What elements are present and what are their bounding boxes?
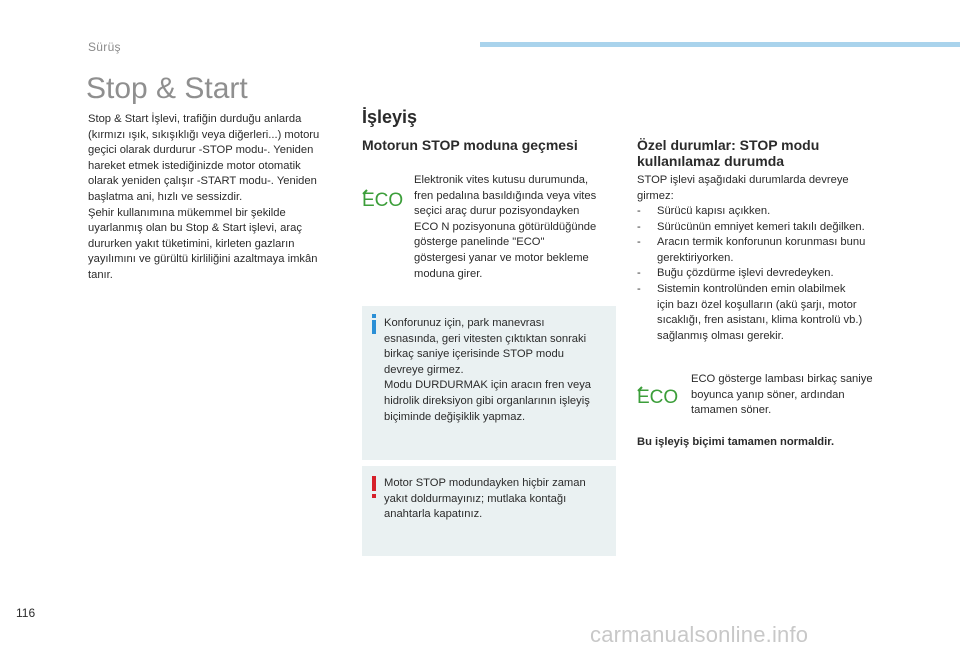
watermark: carmanualsonline.info xyxy=(590,622,809,647)
special-cases-list xyxy=(637,204,897,344)
list-item: - Sürücü kapısı açıkken. xyxy=(637,205,771,217)
list-item: - Buğu çözdürme işlevi devredeyken. xyxy=(637,267,834,280)
svg-text:ECO: ECO xyxy=(637,387,679,407)
operation-heading: İşleyiş xyxy=(362,107,418,127)
special-cases-heading: Özel durumlar: STOP modu kullanılamaz durumda xyxy=(637,137,820,169)
warning-box-text: Motor STOP modundayken hiçbir zaman yakıt doldurmayınız; mutlaka kontağı anahtarla kapatınız. xyxy=(384,477,586,521)
info-icon xyxy=(370,314,378,334)
list-item: - Sürücünün emniyet kemeri takılı değilken. xyxy=(637,220,865,233)
special-cases-intro: STOP işlevi aşağıdaki durumlarda devreye girmez: xyxy=(637,174,849,202)
eco-icon xyxy=(636,385,682,407)
info-box-text: Konforunuz için, park manevrası esnasında, geri vitesten çıktıktan sonraki birkaç saniye içerisinde STOP modu devreye girmez. Modu DURDURMAK için aracın fren veya hidrolik direksiyon gibi organlarının işleyiş biçiminde değişiklik yapmaz. xyxy=(384,317,592,423)
stop-mode-text: Elektronik vites kutusu durumunda, fren pedalına basıldığında veya vites seçici araç durur pozisyondayken ECO N pozisyonuna götürüldüğünde gösterge panelinde "ECO" göstergesi yanar ve motor bekleme moduna girer. xyxy=(414,174,597,280)
warning-box xyxy=(362,466,616,556)
section-label: Sürüş xyxy=(88,40,121,54)
header-accent-bar xyxy=(480,42,960,47)
list-item: - Aracın termik konforunun korunması bunu gerektiriyorken. xyxy=(637,236,866,264)
eco-blinking-text: ECO gösterge lambası birkaç saniye boyunca yanıp söner, ardından tamamen söner. xyxy=(691,373,873,417)
svg-text:ECO: ECO xyxy=(362,190,404,210)
list-item: - Sistemin kontrolünden emin olabilmek için bazı özel koşulların (akü şarjı, motor sıcaklığı, fren asistanı, klima kontrolü vb.) sağlanmış olması gerekir. xyxy=(637,282,863,342)
eco-indicator xyxy=(361,188,407,215)
stop-mode-heading: Motorun STOP moduna geçmesi xyxy=(362,137,578,153)
warning-icon xyxy=(370,476,378,498)
info-box xyxy=(362,306,616,460)
eco-icon xyxy=(361,188,407,210)
eco-indicator-blinking xyxy=(636,385,682,412)
page-title: Stop & Start xyxy=(86,72,248,105)
intro-paragraph: Stop & Start İşlevi, trafiğin durduğu anlarda (kırmızı ışık, sıkışıklığı veya diğerleri...) motoru geçici olarak durdurur -STOP modu-. Yeniden hareket etmek istediğinizde motor otomatik olarak yeniden çalışır -START modu-. Yeniden başlatma ani, hızlı ve sessizdir. Şehir kullanımına mükemmel bir şekilde uyarlanmış olan bu Stop & Start işlevi, araç dururken yakıt tüketimini, kirleten gazların yayılımını ve gürültü kirliliğini azaltmaya imkân tanır. xyxy=(88,113,320,281)
page-number: 116 xyxy=(16,606,36,620)
normal-note: Bu işleyiş biçimi tamamen normaldir. xyxy=(637,436,835,448)
